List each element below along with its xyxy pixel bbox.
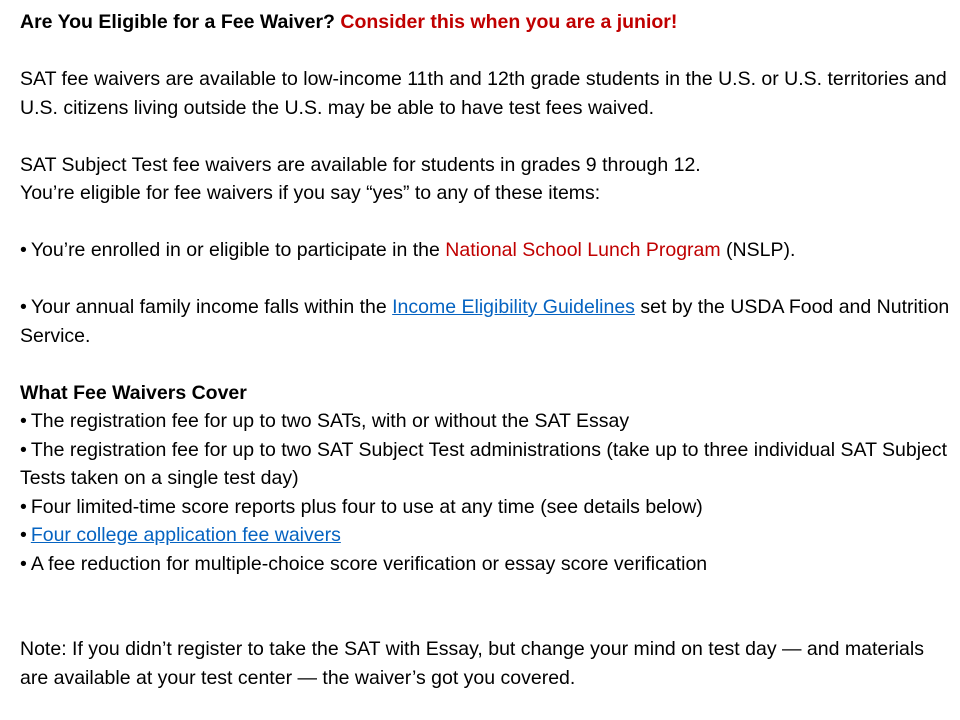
heading-junior-note: Consider this when you are a junior! [340, 11, 678, 33]
coverage-item [20, 407, 950, 436]
coverage-item-text: Four limited-time score reports plus four to use at any time (see details below) [30, 495, 703, 518]
coverage-title: What Fee Waivers Cover [20, 381, 247, 404]
coverage-item-text: The registration fee for up to two SATs, with or without the SAT Essay [30, 410, 630, 432]
bullet: • [20, 438, 27, 461]
income-guidelines-link[interactable]: Income Eligibility Guidelines [392, 296, 635, 318]
slide-content [20, 8, 950, 692]
eligibility-item-income [20, 293, 950, 350]
coverage-item [20, 436, 950, 493]
subject-test-text: SAT Subject Test fee waivers are available for students in grades 9 through 12. [20, 153, 701, 176]
bullet: • [20, 239, 27, 261]
income-text-after: set by the USDA Food and Nutrition Service. [20, 296, 950, 347]
coverage-item [20, 521, 950, 550]
bullet: • [20, 296, 27, 318]
bullet: • [20, 410, 27, 432]
eligibility-question: You’re eligible for fee waivers if you say “yes” to any of these items: [20, 182, 601, 204]
coverage-item-text: A fee reduction for multiple-choice score verification or essay score verification [30, 552, 708, 575]
essay-note: Note: If you didn’t register to take the SAT with Essay, but change your mind on test day — and materials are available at your test center — the waiver’s got you covered. [20, 638, 924, 689]
heading-question: Are You Eligible for a Fee Waiver? [20, 11, 335, 33]
nslp-text-before: You’re enrolled in or eligible to participate in the [30, 239, 440, 261]
heading [20, 8, 950, 37]
coverage-item [20, 550, 950, 579]
eligibility-item-nslp [20, 236, 950, 265]
bullet: • [20, 524, 27, 546]
bullet: • [20, 495, 27, 518]
income-text-before: Your annual family income falls within the [30, 296, 387, 318]
nslp-highlight: National School Lunch Program [445, 239, 721, 261]
nslp-text-after: (NSLP). [726, 239, 796, 261]
coverage-item-text: The registration fee for up to two SAT Subject Test administrations (take up to three individual SAT Subject Tests taken on a single test day) [20, 438, 948, 489]
intro-paragraph: SAT fee waivers are available to low-income 11th and 12th grade students in the U.S. or U.S. territories and U.S. citizens living outside the U.S. may be able to have test fees waived. [20, 68, 947, 119]
bullet: • [20, 552, 27, 575]
college-application-waivers-link[interactable]: Four college application fee waivers [30, 524, 341, 546]
coverage-item [20, 493, 950, 522]
